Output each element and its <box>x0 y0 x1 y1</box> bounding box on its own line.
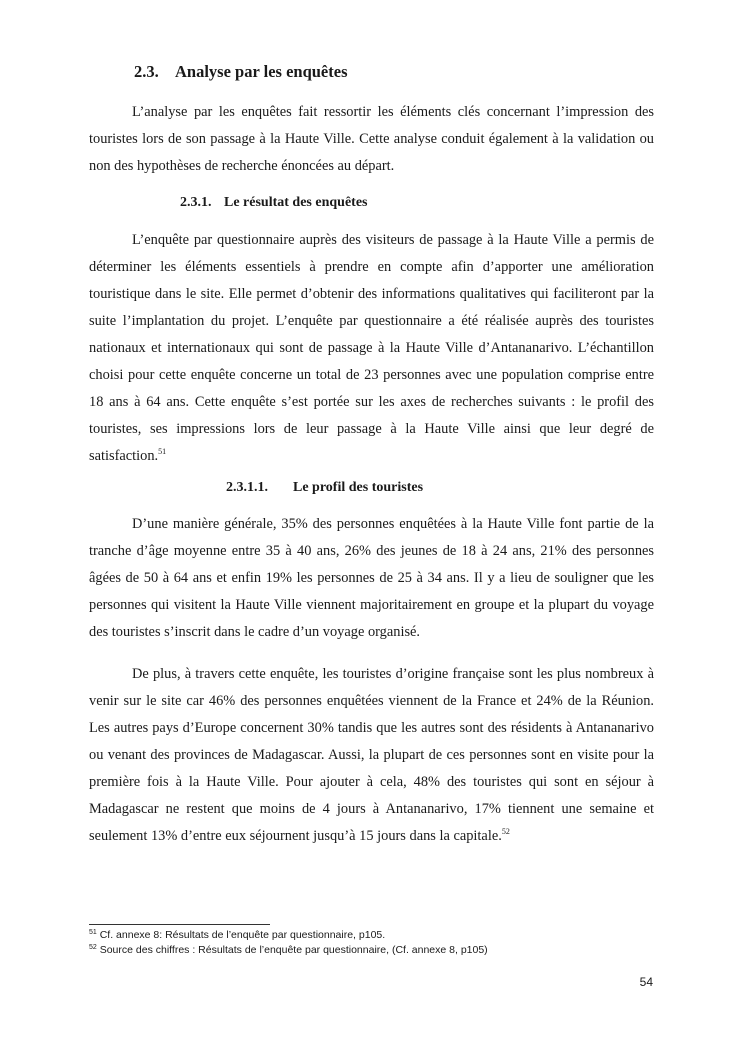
footnote-ref-52: 52 <box>501 827 510 836</box>
section-number: 2.3. <box>134 62 159 81</box>
subsection-paragraph-text: L’enquête par questionnaire auprès des visiteurs de passage à la Haute Ville a permis de déterminer les éléments essentiels à prendre en compte afin d’apporter une amélioration touristique dans le site. Elle permet d’obtenir des informations qualitatives qui faciliteront par la suite l’implantation du projet. L’enquête par questionnaire a été réalisée auprès des touristes nationaux et internationaux qui sont de passage à la Haute Ville d’Antananarivo. L’échantillon choisi pour cette enquête concerne un total de 23 personnes avec une population comprise entre 18 ans à 64 ans. Cette enquête s’est portée sur les axes de recherches suivants : le profil des touristes, ses impressions lors de leur passage à la Haute Ville ainsi que leur degré de satisfaction. <box>89 232 654 464</box>
subsubsection-title: Le profil des touristes <box>293 480 424 495</box>
footnote-number: 51 <box>89 929 97 936</box>
subsection-paragraph <box>89 227 654 470</box>
subsection-heading <box>180 195 368 211</box>
page-number: 54 <box>639 975 653 989</box>
subsubsection-number: 2.3.1.1. <box>226 480 268 495</box>
intro-paragraph: L’analyse par les enquêtes fait ressortir les éléments clés concernant l’impression des touristes lors de son passage à la Haute Ville. Cette analyse conduit également à la validation ou non des hypothèses de recherche énoncées au départ. <box>89 104 654 174</box>
footnote-52 <box>89 944 488 956</box>
footnote-text: Source des chiffres : Résultats de l’enquête par questionnaire, (Cf. annexe 8, p105) <box>99 944 488 956</box>
profile-paragraph-origin-text: De plus, à travers cette enquête, les touristes d’origine française sont les plus nombreux à venir sur le site car 46% des personnes enquêtées viennent de la France et 24% de la Réunion. Les autres pays d’Europe concernent 30% tandis que les autres sont des résidents à Antananarivo ou venant des provinces de Madagascar. Aussi, la plupart de ces personnes sont en visite pour la première fois à la Haute Ville. Pour ajouter à cela, 48% des touristes qui sont en séjour à Madagascar ne restent que moins de 4 jours à Antananarivo, 17% tiennent une semaine et seulement 13% d’entre eux séjournent jusqu’à 15 jours dans la capitale. <box>89 666 654 844</box>
section-title: Analyse par les enquêtes <box>175 62 348 81</box>
footnote-number: 52 <box>89 944 97 951</box>
section-heading <box>134 62 348 82</box>
footnote-text: Cf. annexe 8: Résultats de l’enquête par questionnaire, p105. <box>99 929 386 941</box>
footnote-ref-51: 51 <box>158 447 167 456</box>
profile-paragraph-age: D’une manière générale, 35% des personnes enquêtées à la Haute Ville font partie de la tranche d’âge moyenne entre 35 à 40 ans, 26% des jeunes de 18 à 24 ans, 21% des personnes âgées de 50 à 64 ans et enfin 19% les personnes de 25 à 34 ans. Il y a lieu de souligner que les personnes qui visitent la Haute Ville viennent majoritairement en groupe et la plupart du voyage des touristes s’inscrit dans le cadre d’un voyage organisé. <box>89 516 654 640</box>
footnote-separator <box>89 924 270 925</box>
profile-paragraph-origin <box>89 661 654 850</box>
subsection-number: 2.3.1. <box>180 195 212 210</box>
subsection-title: Le résultat des enquêtes <box>224 195 368 210</box>
subsubsection-heading <box>226 480 423 496</box>
footnote-51 <box>89 929 385 941</box>
